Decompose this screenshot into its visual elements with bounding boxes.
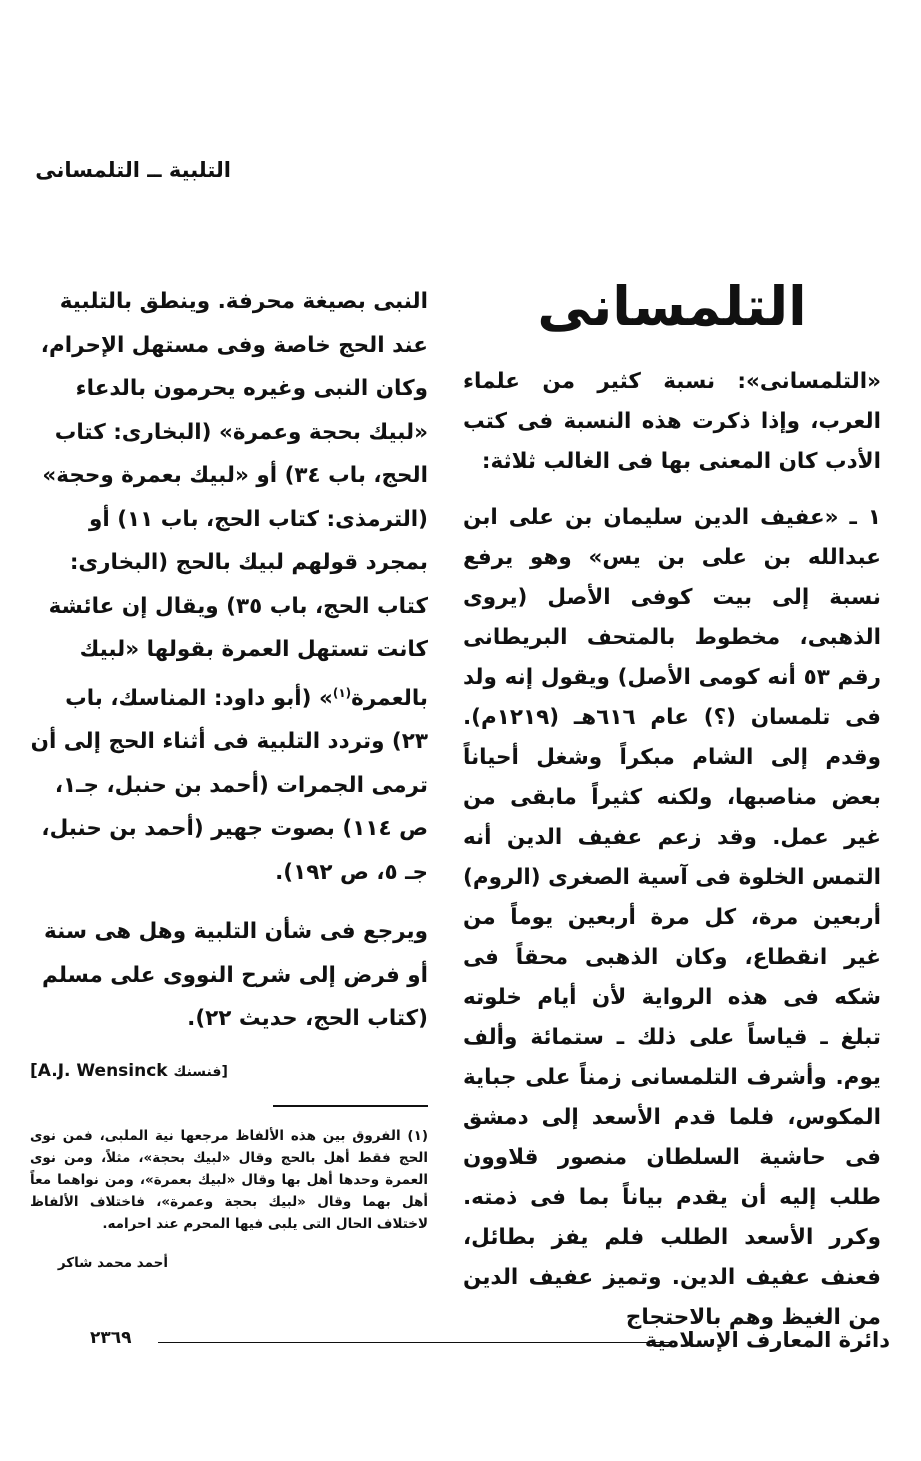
footer-rule xyxy=(158,1342,670,1343)
continuation-text: النبى بصيغة محرفة. وينطق بالتلبية عند الحج خاصة وفى مستهل الإحرام، وكان النبى وغيره يحرمون بالدعاء «لبيك بحجة وعمرة» (البخارى: كتاب الحج، باب ٣٤) أو «لبيك بعمرة وحجة» (الترمذى: كتاب الحج، باب ١١) أو بمجرد قولهم لبيك بالحج (البخارى: كتاب الحج، باب ٣٥) ويقال إن عائشة كانت تستهل العمرة بقولها «لبيك بالعمرة xyxy=(40,289,428,711)
footnote-text: (١) الفروق بين هذه الألفاظ مرجعها نية الملبى، فمن نوى الحج فقط أهل بالحج وقال «لبيك بحجة»، مثلاً، ومن نوى العمرة وحدها أهل بها وقال «لبيك بعمرة»، ومن نواهما معاً أهل بهما وقال «لبيك بحجة وعمرة»، فاختلاف الألفاظ لاختلاف الحال التى يلبى فيها المحرم عند احرامه. xyxy=(30,1127,428,1232)
continuation-text-tail: » (أبو داود: المناسك، باب ٢٣) وتردد التلبية فى أثناء الحج إلى أن ترمى الجمرات (أحمد بن حنبل، جـ١، ص ١١٤) بصوت جهير (أحمد بن حنبل، جـ ٥، ص ١٩٢). xyxy=(30,685,428,885)
continuation-paragraph-2: ويرجع فى شأن التلبية وهل هى سنة أو فرض إلى شرح النووى على مسلم (كتاب الحج، حديث ٢٢). xyxy=(41,919,428,1032)
author-signature xyxy=(30,1061,428,1081)
page-footer xyxy=(90,1328,890,1358)
footnote-reference: (١) xyxy=(332,685,352,700)
journal-title: دائرة المعارف الإسلامية xyxy=(644,1328,890,1352)
signature-latin: [A.J. Wensinck xyxy=(30,1060,168,1081)
footnote-divider xyxy=(273,1105,428,1107)
signature-arabic: فنسنك] xyxy=(173,1063,228,1080)
article-intro-paragraph: «التلمسانى»: نسبة كثير من علماء العرب، وإذا ذكرت هذه النسبة فى كتب الأدب كان المعنى بها فى الغالب ثلاثة: xyxy=(463,369,881,474)
article-body-paragraph: ١ ـ «عفيف الدين سليمان بن على ابن عبدالله بن على بن يس» وهو يرفع نسبة إلى بيت كوفى الأصل (يروى الذهبى، مخطوط بالمتحف البريطانى رقم ٥٣ أنه كومى الأصل) ويقول إنه ولد فى تلمسان (؟) عام ٦١٦هـ (١٢١٩م). وقدم إلى الشام مبكراً وشغل أحياناً بعض مناصبها، ولكنه كثيراً مابقى من غير عمل. وقد زعم عفيف الدين أنه التمس الخلوة فى آسية الصغرى (الروم) أربعين مرة، كل مرة أربعين يوماً من غير انقطاع، وكان الذهبى محقاً فى شكه فى هذه الرواية لأن أيام خلوته تبلغ ـ قياساً على ذلك ـ ستمائة وألف يوم. وأشرف التلمسانى زمناً على جباية المكوس، فلما قدم الأسعد إلى دمشق فى حاشية السلطان منصور قلاوون طلب إليه أن يقدم بياناً بما فى ذمته. وكرر الأسعد الطلب فلم يفز بطائل، فعنف عفيف الدين. وتميز عفيف الدين من الغيظ وهم بالاحتجاج xyxy=(463,505,881,1330)
article-column-left xyxy=(30,280,428,1271)
footnote-author: أحمد محمد شاكر xyxy=(57,1254,168,1271)
article-column-right xyxy=(463,270,881,1354)
continuation-paragraph xyxy=(30,280,428,894)
article-title: التلمسانى xyxy=(537,275,807,338)
page-number: ٢٣٦٩ xyxy=(90,1328,132,1348)
running-header: التلبية ــ التلمسانى xyxy=(35,158,231,182)
